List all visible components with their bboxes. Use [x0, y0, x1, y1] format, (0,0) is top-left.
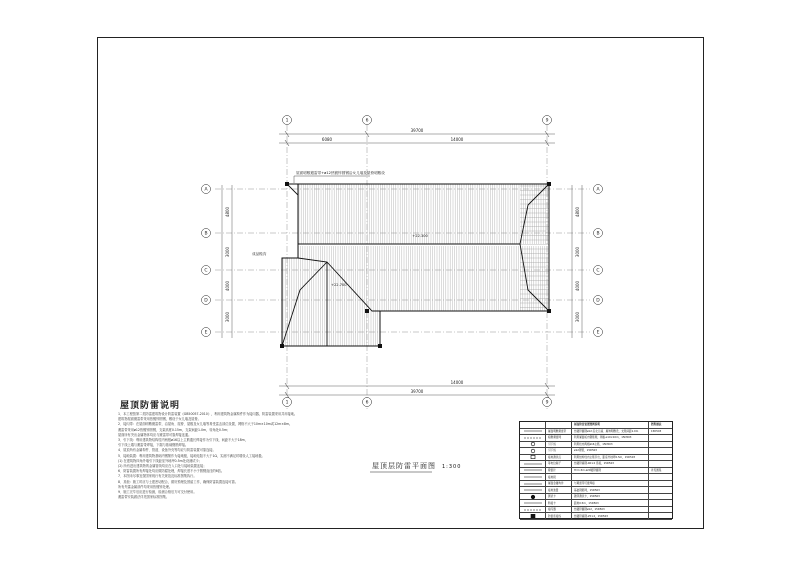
- dimension-text: 3000: [575, 246, 580, 258]
- legend-symbol: [520, 494, 546, 500]
- legend-item-name: 接地装置: [547, 487, 572, 493]
- legend-item-name: 防雷连接线: [547, 513, 572, 519]
- legend-item-note: [650, 507, 674, 513]
- legend-symbol-icon: [523, 435, 543, 440]
- downconductor-marker: [285, 182, 289, 186]
- note-line: 所有外露金属部件均采用热镀锌处理。: [118, 484, 173, 489]
- legend-item-name: 接闪器: [547, 507, 572, 513]
- legend-symbol-icon: [523, 488, 543, 493]
- legend-item-name: 接地测试点: [547, 455, 572, 461]
- dimension-text: 39700: [410, 128, 424, 133]
- grid-bubble-label: D: [596, 298, 600, 304]
- grid-bubble-label: 1: [285, 400, 289, 406]
- legend-item-name: 屋面金属构件: [547, 481, 572, 487]
- legend-item-name: 暗敷避雷网: [547, 435, 572, 441]
- legend-symbol: [520, 461, 546, 467]
- note-line: (1) 在建筑物四角外墙引下线距室外地坪0.5m处设测试卡；: [118, 458, 202, 463]
- legend-item-description: 利用屋面板内钢筋网，网格≤10×10m，15D503: [573, 435, 649, 441]
- legend-symbol: [520, 468, 546, 474]
- legend-item-description: 基础钢筋网，15D503: [573, 487, 649, 493]
- legend-symbol-icon: [523, 481, 543, 486]
- legend-item-note: [650, 448, 674, 454]
- note-line: 避雷带采用ø12热镀锌圆钢，支架高度0.15m，支架间距1.0m，转角处0.5m；: [118, 427, 231, 432]
- grid-bubble-label: B: [204, 231, 208, 237]
- legend-item-note: [650, 474, 674, 480]
- roof-hatching: [283, 184, 550, 346]
- legend-symbol-icon: [523, 442, 543, 447]
- side-label: 成品檐沟: [252, 252, 267, 256]
- legend-item-note: 详见图集: [651, 468, 662, 472]
- grid-bubble-label: A: [204, 187, 208, 193]
- downconductor-marker: [280, 344, 284, 348]
- note-line: 8、其他：施工时应与土建密切配合，做好预埋及预留工作，确保防雷装置连接可靠。: [118, 479, 238, 484]
- note-line: 7、本图未尽事宜按国家现行有关规范及标准图集执行。: [118, 474, 197, 479]
- legend-item-description: [573, 474, 649, 480]
- grid-bubble-label: D: [204, 298, 208, 304]
- dimension-text: 39700: [410, 389, 424, 394]
- legend-symbol: [520, 429, 546, 435]
- ridge-elevation: +22.300: [412, 234, 428, 238]
- legend-item-note: [650, 513, 674, 519]
- legend-symbol: [520, 435, 546, 441]
- note-line: 2、接闪带：在屋面明敷避雷带，沿屋角、屋脊、屋檐及女儿墙等易受雷击部位设置，网格不大于10m×10m或12m×8m。: [118, 422, 293, 427]
- legend-symbol-icon: [523, 501, 543, 506]
- grid-bubble-label: C: [204, 268, 208, 274]
- legend-symbol: [520, 455, 546, 461]
- legend-item-note: [650, 481, 674, 487]
- legend-item-description: 热镀锌圆钢ø12 沿女儿墙、屋脊明敷设，支架间距1.0m: [573, 429, 649, 435]
- grid-bubble-label: B: [596, 231, 600, 237]
- legend-symbol-icon: [523, 461, 543, 466]
- legend-item-description: 利用柱内两根ø16主筋，15D503: [573, 442, 649, 448]
- grid-bubble-label: E: [596, 330, 600, 336]
- legend-item-note: [650, 442, 674, 448]
- legend-item-description: H=1.5m ø20镀锌圆钢: [573, 468, 649, 474]
- legend-symbol: [520, 474, 546, 480]
- dimension-text: 3000: [225, 311, 230, 323]
- note-line: 9、施工完毕后应进行检测，检测合格后方可交付使用。: [118, 490, 197, 495]
- note-line: 1、本工程按第二类防雷建筑物设计防雷装置《GB50057-2010》，利用建筑物金属构件作为接闪器，防雷装置采用共用接地。: [118, 412, 298, 416]
- plan-title-text: 屋顶层防雷平面图: [372, 462, 436, 470]
- legend-item-description: 热镀锌扁钢-25×4，15D503: [573, 513, 649, 519]
- downconductor-marker: [547, 182, 551, 186]
- dimension-text: 4800: [225, 206, 230, 218]
- downconductor-marker: [547, 309, 551, 313]
- legend-item-name: 引下线: [547, 448, 572, 454]
- legend-item-description: 热镀锌扁钢-40×4 连接，15D503: [573, 461, 649, 467]
- notes-title: 屋顶防雷说明: [120, 401, 181, 411]
- legend-item-name: [547, 422, 572, 428]
- dimension-text: 4000: [575, 280, 580, 292]
- legend-symbol-icon: [523, 514, 543, 519]
- downconductor-marker: [365, 309, 369, 313]
- legend-item-note: [650, 435, 674, 441]
- note-line: 避雷带安装做法详见国家标准图集。: [118, 495, 169, 500]
- plan-title: [372, 461, 461, 471]
- legend-item-description: ø12钢管，15D503: [573, 448, 649, 454]
- legend-item-description: 屋面防雷装置图例说明: [573, 422, 649, 428]
- legend-item-note: [650, 500, 674, 506]
- legend-symbol: [520, 487, 546, 493]
- legend-symbol-icon: [523, 507, 543, 512]
- legend-item-name: 引下线: [547, 442, 572, 448]
- dimension-text: 3000: [575, 311, 580, 323]
- note-line: 屋面所有突出金属物体均应与避雷带可靠焊接连通。: [118, 432, 192, 437]
- legend-symbol: [520, 481, 546, 487]
- grid-bubble-label: C: [596, 268, 600, 274]
- dimension-text: 14000: [450, 380, 464, 385]
- legend-symbol: [520, 442, 546, 448]
- legend-row: [520, 468, 672, 475]
- note-line: 建筑物屋面避雷带采用热镀锌圆钢，敷设于女儿墙及屋脊。: [118, 417, 201, 422]
- grid-bubble-label: 6: [365, 118, 369, 124]
- note-line: 3、引下线：利用建筑物结构柱内两根ø16以上主筋通长焊接作为引下线，间距不大于18m，: [118, 438, 248, 443]
- grid-bubble-label: A: [596, 187, 600, 193]
- grid-bubble-label: 9: [545, 118, 549, 124]
- legend-symbol: [520, 500, 546, 506]
- legend-symbol-icon: [523, 475, 543, 480]
- legend-item-note: [650, 461, 674, 467]
- note-line: 6、防雷装置所有焊接处均应做防腐处理，焊接长度不小于圆钢直径的6倍。: [118, 469, 225, 474]
- note-line: 4、屋顶所有金属构件、管道、设备外壳等均应与防雷装置可靠连接。: [118, 448, 216, 453]
- legend-item-description: 利用结构柱内主筋引出，距室外地坪0.5m，15D503: [573, 455, 649, 461]
- legend-item-name: 断接卡: [547, 500, 572, 506]
- note-line: (2) 所有进出建筑物的金属管线均应在入口处与接地装置连接；: [118, 464, 207, 469]
- note-line: 引下线上端与避雷带焊接，下端与基础钢筋焊接。: [118, 443, 189, 448]
- legend-symbol-icon: [523, 455, 543, 460]
- legend-item-description: 镀锌测试卡，15D503: [573, 494, 649, 500]
- legend-item-name: 屋面明敷避雷带: [547, 429, 572, 435]
- legend-symbol: [520, 422, 546, 428]
- grid-bubble-label: E: [204, 330, 208, 336]
- legend-table: [519, 421, 673, 519]
- legend-symbol-icon: [523, 429, 543, 434]
- dimension-text: 6080: [321, 137, 333, 142]
- dimension-text: 4000: [225, 280, 230, 292]
- legend-symbol-icon: [523, 468, 543, 473]
- legend-item-description: 与避雷带可靠焊接: [573, 481, 649, 487]
- legend-row: [520, 513, 672, 520]
- legend-item-note: [650, 455, 674, 461]
- legend-item-description: 热镀锌圆钢ø12，15D503: [573, 507, 649, 513]
- dimension-text: 3000: [225, 246, 230, 258]
- ridge-elevation: +22.700: [331, 283, 347, 287]
- note-line: 5、接地装置：利用建筑物基础内钢筋作为接地极，接地电阻不大于1Ω，实测不满足时增设人工接地极。: [118, 453, 265, 458]
- downconductor-marker: [378, 344, 382, 348]
- legend-item-name: 避雷针: [547, 468, 572, 474]
- callout-text: 屋面明敷避雷带+ø12热镀锌圆钢沿女儿墙及屋脊明敷设: [296, 171, 385, 175]
- legend-item-name: 等电位端子: [547, 461, 572, 467]
- dimension-text: 4800: [575, 206, 580, 218]
- legend-item-description: 距地0.5m，15D503: [573, 500, 649, 506]
- legend-item-note: [650, 487, 674, 493]
- grid-bubble-label: 6: [365, 400, 369, 406]
- grid-bubble-label: 1: [285, 118, 289, 124]
- dimension-text: 14000: [450, 137, 464, 142]
- legend-item-name: 测试卡: [547, 494, 572, 500]
- hip-line: [287, 184, 298, 244]
- legend-item-name: 接地极: [547, 474, 572, 480]
- legend-symbol-icon: [523, 448, 543, 453]
- legend-symbol: [520, 448, 546, 454]
- legend-item-note: [650, 494, 674, 500]
- legend-symbol: [520, 507, 546, 513]
- legend-symbol-icon: [523, 494, 543, 499]
- legend-symbol: [520, 513, 546, 519]
- notes-body: [118, 412, 353, 500]
- legend-item-note: 15D503: [651, 429, 662, 433]
- plan-scale: 1:300: [442, 464, 462, 470]
- legend-item-note: 图集做法: [651, 423, 662, 427]
- grid-bubble-label: 9: [545, 400, 549, 406]
